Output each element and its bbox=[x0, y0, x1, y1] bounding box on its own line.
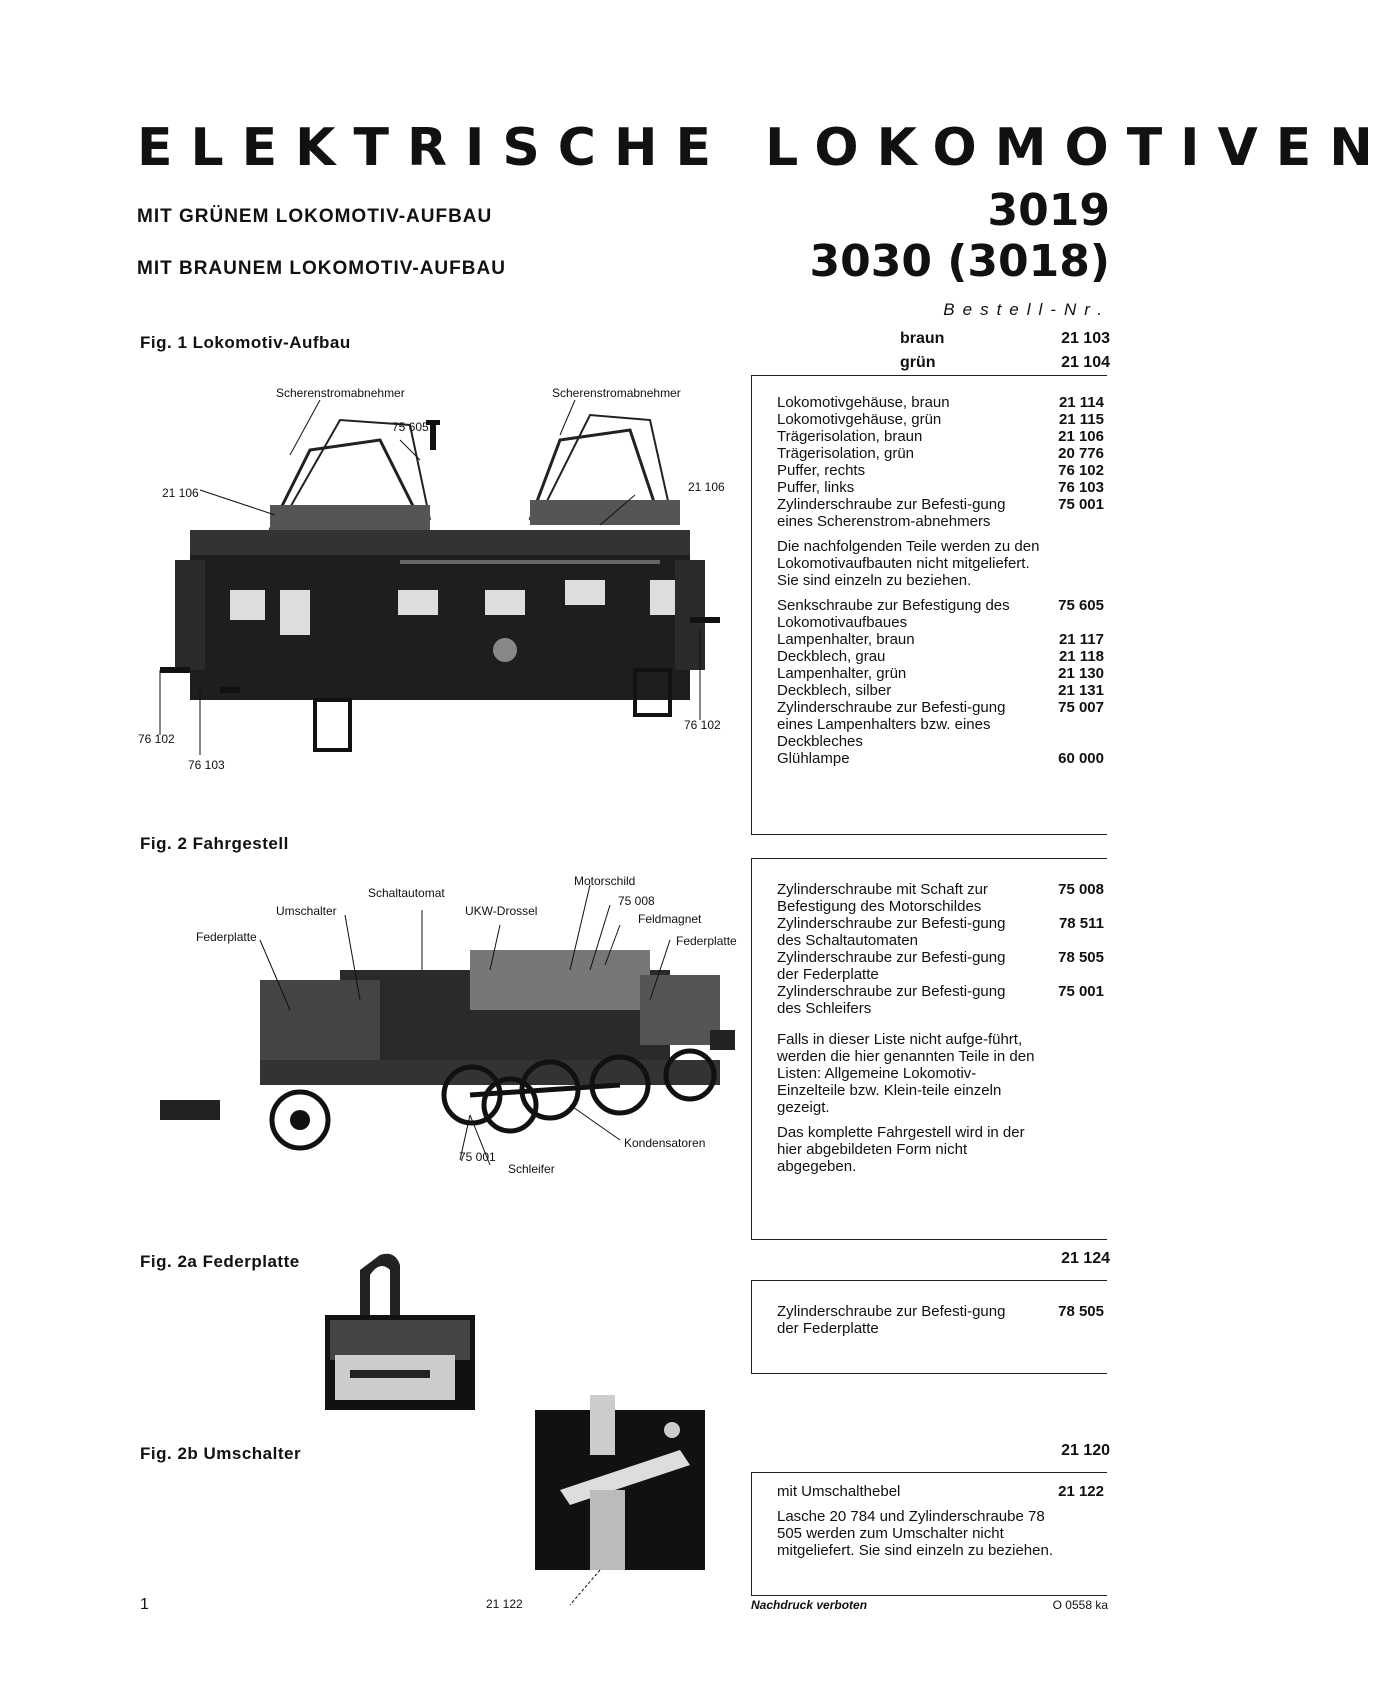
fig2-note-1: Falls in dieser Liste nicht aufge-führt, werden die hier genannten Teile in den Listen: Allgemeine Lokomotiv-Einzelteile bzw. Klein-teile einzeln gezeigt. bbox=[777, 1031, 1035, 1116]
chassis-illustration bbox=[150, 860, 740, 1180]
subtitle-brown: MIT BRAUNEM LOKOMOTIV-AUFBAU bbox=[137, 258, 506, 279]
fig2b-parts-box: mit Umschalthebel 21 122 Lasche 20 784 und Zylinderschraube 78 505 werden zum Umschalter nicht mitgeliefert. Sie sind einzeln zu beziehen. bbox=[751, 1472, 1107, 1596]
federplatte-illustration bbox=[320, 1245, 480, 1415]
subtitle-green: MIT GRÜNEM LOKOMOTIV-AUFBAU bbox=[137, 206, 493, 227]
umschalter-illustration bbox=[520, 1390, 710, 1610]
label-75001: 75 001 bbox=[459, 1150, 496, 1164]
label-schleifer: Schleifer bbox=[508, 1162, 555, 1176]
fig1-title: Fig. 1 Lokomotiv-Aufbau bbox=[140, 333, 351, 352]
model-number-green: 3019 bbox=[987, 185, 1110, 236]
label-umschalter: Umschalter bbox=[276, 904, 337, 918]
order-row-green: grün 21 104 bbox=[900, 354, 1110, 371]
fig2a-parts-box: Zylinderschraube zur Befesti-gung der Federplatte 78 505 bbox=[751, 1280, 1107, 1374]
label-schaltautomat: Schaltautomat bbox=[368, 886, 445, 900]
label-buffer-left-2: 76 103 bbox=[188, 758, 225, 772]
fig2-parts-box: Zylinderschraube mit Schaft zur Befestigung des Motorschildes 75 008 Zylinderschraube zur Befesti-gung des Schaltautomaten 78 511 Zylinderschraube zur Befesti-gung der Federplatte 78 505 Zylinderschraube zur Befesti-gung des Schleifers 75 001 Falls in dieser Liste nicht aufge-führt, werden die hier genannten Teile in den Listen: Allgemeine Lokomotiv-Einzelteile bzw. Klein-teile einzeln gezeigt. Das komplette Fahrgestell wird in der hier abgebildeten Form nicht abgegeben. bbox=[751, 858, 1107, 1240]
page-number: 1 bbox=[140, 1596, 149, 1613]
page-title: ELEKTRISCHE LOKOMOTIVEN bbox=[137, 118, 1391, 178]
copyright-notice: Nachdruck verboten bbox=[751, 1598, 868, 1612]
label-kondensatoren: Kondensatoren bbox=[624, 1136, 706, 1150]
label-motorschild: Motorschild bbox=[574, 874, 636, 888]
label-buffer-right: 76 102 bbox=[684, 718, 721, 732]
label-pantograph-right: Scherenstromabnehmer bbox=[552, 386, 681, 400]
label-federplatte-left: Federplatte bbox=[196, 930, 257, 944]
label-screw: 75 605 bbox=[392, 420, 429, 434]
label-ukw-drossel: UKW-Drossel bbox=[465, 904, 538, 918]
fig2b-note: Lasche 20 784 und Zylinderschraube 78 505 werden zum Umschalter nicht mitgeliefert. Sie sind einzeln zu beziehen. bbox=[777, 1508, 1053, 1559]
fig2-title: Fig. 2 Fahrgestell bbox=[140, 834, 289, 853]
label-21122: 21 122 bbox=[486, 1597, 523, 1611]
label-pantograph-left: Scherenstromabnehmer bbox=[276, 386, 405, 400]
fig2b-number: 21 120 bbox=[1061, 1442, 1110, 1459]
label-iso-right: 21 106 bbox=[688, 480, 725, 494]
fig2a-number: 21 124 bbox=[1061, 1250, 1110, 1267]
label-iso-left: 21 106 bbox=[162, 486, 199, 500]
model-number-brown: 3030 (3018) bbox=[809, 236, 1110, 287]
label-feldmagnet: Feldmagnet bbox=[638, 912, 702, 926]
label-federplatte-right: Federplatte bbox=[676, 934, 737, 948]
fig1-parts-box: Lokomotivgehäuse, braun 21 114 Lokomotivgehäuse, grün 21 115 Trägerisolation, braun 21 106 Trägerisolation, grün 20 776 Puffer, rechts 76 102 Puffer, links 76 103 Zylinderschraube zur Befesti-gung eines Scherenstrom-abnehmers 75 001 Die nachfolgenden Teile werden zu den Lokomotivaufbauten nicht mitgeliefert. Sie sind einzeln zu beziehen. Senkschraube zur Befestigung des Lokomotivaufbaues 75 605 Lampenhalter, braun 21 117 Deckblech, grau 21 118 Lampenhalter, grün 21 130 Deckblech, silber 21 131 Zylinderschraube zur Befesti-gung eines Lampenhalters bzw. eines Deckbleches 75 007 Glühlampe 60 000 bbox=[751, 375, 1107, 835]
document-code: O 0558 ka bbox=[1052, 1598, 1108, 1612]
label-buffer-left: 76 102 bbox=[138, 732, 175, 746]
order-row-brown: braun 21 103 bbox=[900, 330, 1110, 347]
locomotive-body-illustration bbox=[130, 380, 740, 780]
fig2a-title: Fig. 2a Federplatte bbox=[140, 1252, 300, 1271]
order-number-label: Bestell-Nr. bbox=[943, 300, 1110, 319]
fig2b-title: Fig. 2b Umschalter bbox=[140, 1444, 302, 1463]
label-75008: 75 008 bbox=[618, 894, 655, 908]
fig1-note: Die nachfolgenden Teile werden zu den Lokomotivaufbauten nicht mitgeliefert. Sie sind einzeln zu beziehen. bbox=[777, 538, 1040, 589]
fig2-note-2: Das komplette Fahrgestell wird in der hier abgebildeten Form nicht abgegeben. bbox=[777, 1124, 1025, 1175]
